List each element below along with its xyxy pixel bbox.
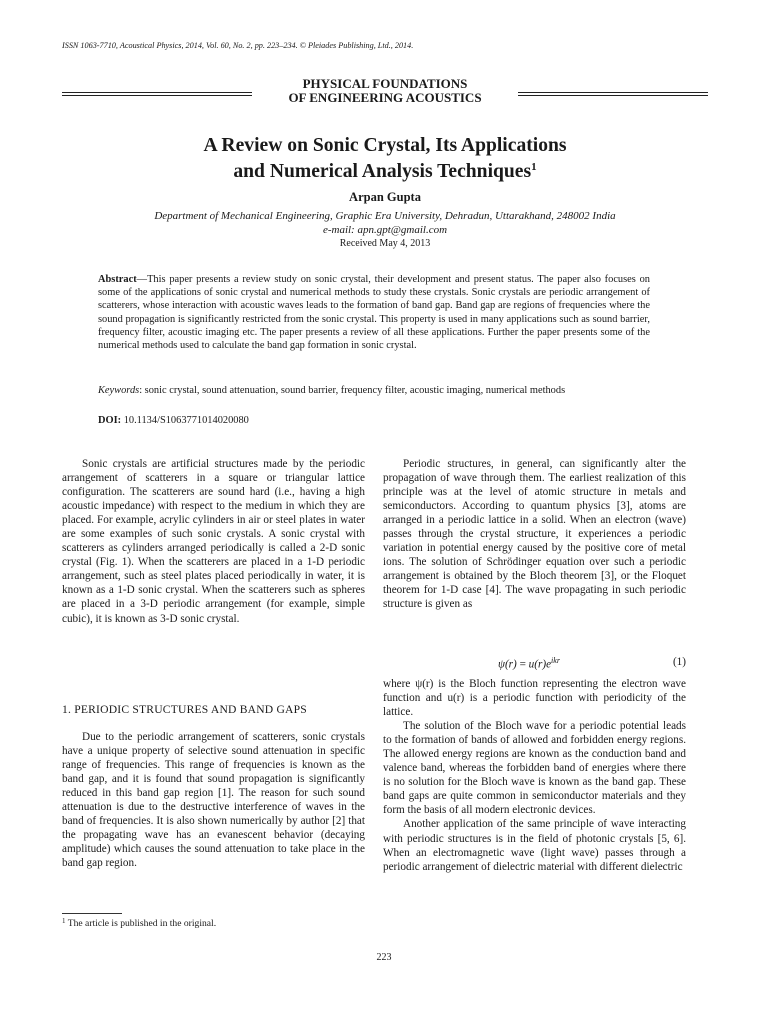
right-column-bottom [383, 677, 686, 874]
page-number: 223 [376, 952, 392, 963]
author-name: Arpan Gupta [349, 190, 421, 204]
section-rule-left-top [62, 92, 252, 93]
issn-citation-line: ISSN 1063-7710, Acoustical Physics, 2014, Vol. 60, No. 2, pp. 223–234. © Pleiades Publishing, Ltd., 2014. [62, 41, 414, 50]
footnote [62, 918, 216, 929]
abstract-text: —This paper presents a review study on sonic crystal, their development and present status. The paper also focuses on some of the applications of sonic crystal and numerical methods to study these crystals. Sonic crystals are periodic arrangement of scatterers, whose interaction with acoustic waves leads to the formation of band gap. Band gap are regions of frequencies where the sound propagation is significantly restricted from the sonic crystal. This property is used in many applications such as sound barrier, frequency filter, acoustic imaging etc. The paper presents a review of all these applications. Further the paper presents some of the numerical methods used to calculate the band gap formation in sonic crystal. [98, 274, 650, 352]
right-paragraph-2: where ψ(r) is the Bloch function representing the electron wave function and u(r) is a periodic function with periodicity of the lattice. [383, 678, 686, 719]
equation-number: (1) [672, 656, 686, 668]
equation-1 [383, 656, 686, 672]
title-line2-text: and Numerical Analysis Techniques [233, 161, 532, 182]
author-email: e-mail: apn.gpt@gmail.com [322, 223, 448, 236]
footnote-rule [62, 913, 122, 914]
abstract-label: Abstract [98, 274, 137, 285]
right-paragraph-3: The solution of the Bloch wave for a periodic potential leads to the formation of bands of allowed and forbidden energy regions. The allowed energy regions are known as the conduction band and valence band, whereas the forbidden band of energies where there is no solution for the Bloch wave is known as the band gap. These band gaps are quite common in semiconductor materials and they form the basis of all modern electronic devices. [383, 720, 686, 817]
section-heading-line1: PHYSICAL FOUNDATIONS [302, 76, 468, 91]
affiliation: Department of Mechanical Engineering, Graphic Era University, Dehradun, Uttarakhand, 248002 India [154, 210, 616, 222]
right-column-top [383, 457, 686, 612]
right-paragraph-4: Another application of the same principle of wave interacting with periodic structures is in the field of photonic crystals [5, 6]. When an electromagnetic wave (light wave) passes through a periodic arrangement of dielectric material with different dielectric [383, 818, 686, 873]
right-paragraph-1: Periodic structures, in general, can significantly alter the propagation of wave through them. The earliest realization of this principle was at the level of atomic structure in metals and semiconductors. According to quantum physics [3], atoms are arranged in a periodic lattice in a solid. When an electron (wave) passes through the crystal structure, it experiences a periodic variation in potential energy caused by the positive core of metal ions. The solution of Schrödinger equation over such a periodic arrangement is obtained by the Bloch theorem [3], or the Floquet theorem for 1-D case [4]. The wave propagating in such periodic structure is given as [383, 458, 686, 611]
footnote-text: The article is published in the original. [65, 918, 217, 929]
section-rule-right-bottom [518, 95, 708, 96]
left-column-intro [62, 457, 365, 626]
intro-paragraph: Sonic crystals are artificial structures made by the periodic arrangement of scatterers in a square or triangular lattice configuration. The scatterers are sound hard (i.e., having a high acoustic impedance) with respect to the medium in which they are placed. For example, acrylic cylinders in air or steel plates in water are some examples of such sonic crystals. A sonic crystal with scatterers as cylinders arranged periodically is called a 2-D sonic crystal (Fig. 1). When the scatterers are placed in a 1-D periodic arrangement, such as steel plates placed periodically in water, it is known as a 1-D sonic crystal. When the scatterers such as spheres are placed in a 3-D periodic arrangement (for example, simple cubic), it is known as 3-D sonic crystal. [62, 458, 365, 625]
section-heading: 1. PERIODIC STRUCTURES AND BAND GAPS [62, 703, 307, 716]
doi-value: 10.1134/S1063771014020080 [121, 415, 249, 426]
title-line1: A Review on Sonic Crystal, Its Applications [203, 135, 567, 156]
received-date: Received May 4, 2013 [339, 238, 431, 249]
section-heading-line2: OF ENGINEERING ACOUSTICS [288, 90, 482, 105]
equation-equals: = [516, 658, 529, 671]
keywords-text: : sonic crystal, sound attenuation, sound barrier, frequency filter, acoustic imaging, numerical methods [139, 385, 566, 396]
author-affiliation-block [60, 210, 710, 237]
equation-rhs: u(r)e [528, 658, 552, 671]
equation-exponent: ikr [551, 656, 560, 665]
doi-label: DOI: [98, 415, 122, 426]
journal-section-heading [60, 77, 710, 105]
equation-body [498, 656, 560, 671]
section-paragraph: Due to the periodic arrangement of scatterers, sonic crystals have a unique property of selective sound attenuation in specific range of frequencies. This range of frequencies is known as the band gap, and it is found that sound propagation is significantly reduced in this band gap region [1]. The reason for such sound attenuation is due to the destructive interference of waves in the band of frequencies. It is also shown numerically by author [2] that the propagating wave has an evanescent behavior (decaying amplitude) which causes the sound attenuation to take place in the band gap region. [62, 731, 365, 870]
article-title [60, 133, 710, 185]
footnote-mark: 1 [62, 917, 66, 925]
doi-line [98, 415, 249, 426]
section-rule-left-bottom [62, 95, 252, 96]
title-footnote-mark: 1 [531, 161, 537, 173]
keywords-block [98, 384, 650, 397]
section-rule-right-top [518, 92, 708, 93]
keywords-label: Keywords [98, 385, 140, 396]
abstract-block [98, 273, 650, 352]
title-line2 [60, 159, 710, 185]
equation-lhs: ψ(r) [498, 658, 517, 671]
left-column-section-body [62, 730, 365, 870]
